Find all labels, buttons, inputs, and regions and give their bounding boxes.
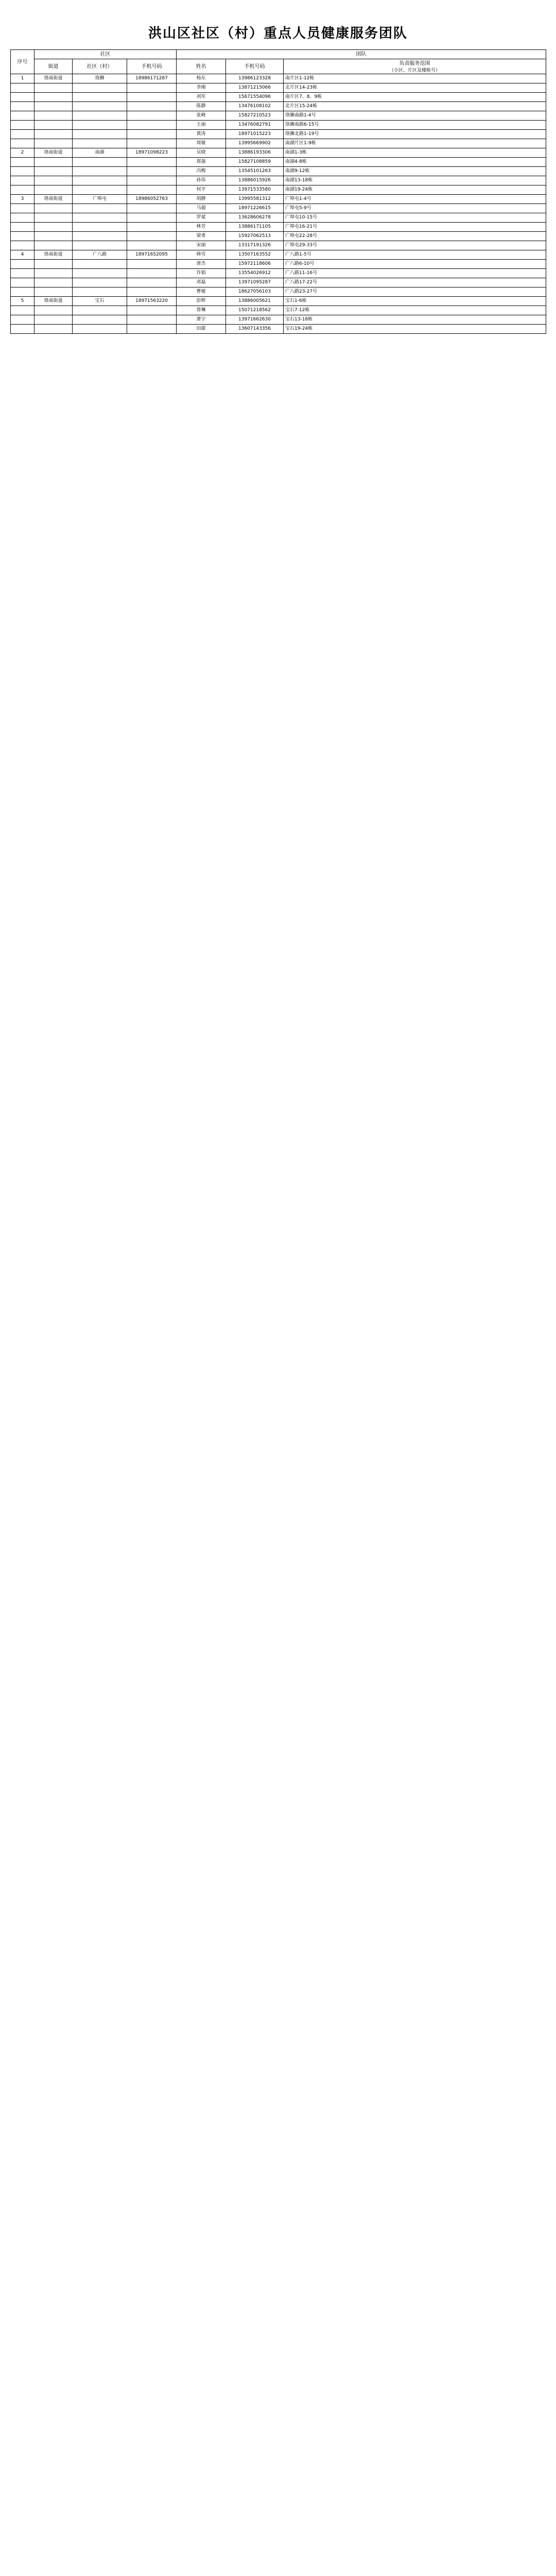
cell-member-phone: 15827210523 [226, 111, 284, 121]
cell-scope: 南湖9-12栋 [284, 167, 546, 176]
cell-community [73, 185, 127, 195]
cell-street [34, 83, 73, 93]
cell-seq [11, 158, 34, 167]
cell-community: 宝石 [73, 297, 127, 306]
cell-seq [11, 111, 34, 121]
table-row [11, 148, 546, 158]
cell-street [34, 185, 73, 195]
cell-member-phone: 13971533580 [226, 185, 284, 195]
cell-seq [11, 306, 34, 315]
cell-member-phone: 13476108102 [226, 102, 284, 111]
cell-community [73, 167, 127, 176]
cell-member-phone: 13507163552 [226, 250, 284, 260]
cell-community [73, 111, 127, 121]
table-row [11, 158, 546, 167]
table-row [11, 130, 546, 139]
header-team-group: 团队 [177, 50, 546, 59]
cell-seq: 4 [11, 250, 34, 260]
cell-street [34, 287, 73, 297]
cell-scope: 广八路1-5号 [284, 250, 546, 260]
cell-scope: 宝石7-12栋 [284, 306, 546, 315]
cell-phone [127, 213, 177, 223]
cell-scope: 广埠屯22-28号 [284, 232, 546, 241]
cell-member-phone: 15671554096 [226, 93, 284, 102]
cell-seq [11, 287, 34, 297]
table-row [11, 241, 546, 250]
cell-seq [11, 325, 34, 334]
cell-member-phone: 13871215066 [226, 83, 284, 93]
cell-member: 郑强 [177, 158, 226, 167]
cell-seq: 5 [11, 297, 34, 306]
cell-phone [127, 158, 177, 167]
cell-member-phone: 18627056103 [226, 287, 284, 297]
cell-member: 张峰 [177, 111, 226, 121]
table-row [11, 213, 546, 223]
cell-member-phone: 13886193306 [226, 148, 284, 158]
cell-community [73, 83, 127, 93]
cell-scope: 广八路23-27号 [284, 287, 546, 297]
cell-seq [11, 102, 34, 111]
cell-street [34, 139, 73, 148]
cell-member-phone: 13628606278 [226, 213, 284, 223]
table-row [11, 232, 546, 241]
cell-community: 广八路 [73, 250, 127, 260]
cell-member: 黄涛 [177, 130, 226, 139]
cell-member: 胡静 [177, 195, 226, 204]
cell-scope: 南湖19-24栋 [284, 185, 546, 195]
cell-community [73, 121, 127, 130]
cell-scope: 南湖13-18栋 [284, 176, 546, 185]
cell-community [73, 176, 127, 185]
cell-community [73, 269, 127, 278]
table-row [11, 167, 546, 176]
cell-phone [127, 185, 177, 195]
cell-community: 珞狮 [73, 74, 127, 83]
cell-member: 田甜 [177, 325, 226, 334]
cell-member: 马超 [177, 204, 226, 213]
cell-phone [127, 83, 177, 93]
cell-member: 陈静 [177, 102, 226, 111]
cell-community: 南湖 [73, 148, 127, 158]
cell-phone [127, 269, 177, 278]
cell-phone [127, 223, 177, 232]
cell-member: 孙伟 [177, 176, 226, 185]
cell-scope: 南片区1-12栋 [284, 74, 546, 83]
cell-scope: 宝石1-6栋 [284, 297, 546, 306]
cell-member-phone: 18971226615 [226, 204, 284, 213]
cell-member-phone: 13545101263 [226, 167, 284, 176]
cell-community [73, 241, 127, 250]
cell-member: 周敏 [177, 139, 226, 148]
cell-street [34, 102, 73, 111]
cell-community [73, 139, 127, 148]
cell-street [34, 306, 73, 315]
header-phone: 手机号码 [127, 59, 177, 74]
cell-community [73, 232, 127, 241]
cell-scope: 珞狮北路1-19号 [284, 130, 546, 139]
document-title: 洪山区社区（村）重点人员健康服务团队 [148, 26, 408, 41]
cell-street [34, 111, 73, 121]
cell-member-phone: 13607143356 [226, 325, 284, 334]
cell-scope: 珞狮南路1-4号 [284, 111, 546, 121]
cell-community [73, 315, 127, 325]
table-row [11, 195, 546, 204]
cell-member-phone: 13995581312 [226, 195, 284, 204]
cell-street: 珞南街道 [34, 74, 73, 83]
cell-member: 林芳 [177, 223, 226, 232]
cell-seq: 1 [11, 74, 34, 83]
cell-street [34, 232, 73, 241]
table-row [11, 325, 546, 334]
table-row [11, 204, 546, 213]
cell-phone [127, 325, 177, 334]
cell-street [34, 130, 73, 139]
cell-scope: 广埠屯16-21号 [284, 223, 546, 232]
cell-seq: 3 [11, 195, 34, 204]
header-scope-title: 负责服务范围 [399, 61, 430, 66]
cell-phone [127, 130, 177, 139]
cell-street [34, 93, 73, 102]
table-row [11, 102, 546, 111]
cell-scope: 广埠屯29-33号 [284, 241, 546, 250]
cell-seq [11, 315, 34, 325]
cell-member: 宋丽 [177, 241, 226, 250]
cell-scope: 广八路11-16号 [284, 269, 546, 278]
cell-scope: 南湖1-3栋 [284, 148, 546, 158]
table-row [11, 121, 546, 130]
cell-member: 何平 [177, 185, 226, 195]
cell-seq [11, 121, 34, 130]
cell-community [73, 325, 127, 334]
table-row [11, 139, 546, 148]
cell-community [73, 213, 127, 223]
header-member-phone: 手机号码 [226, 59, 284, 74]
cell-member-phone: 15827108859 [226, 158, 284, 167]
cell-scope: 北片区14-23栋 [284, 83, 546, 93]
table-row [11, 260, 546, 269]
cell-community [73, 306, 127, 315]
cell-scope: 南湖4-8栋 [284, 158, 546, 167]
cell-seq: 2 [11, 148, 34, 158]
cell-member-phone: 15972118606 [226, 260, 284, 269]
cell-phone [127, 204, 177, 213]
cell-street [34, 213, 73, 223]
table-row [11, 269, 546, 278]
table-row [11, 297, 546, 306]
cell-phone [127, 306, 177, 315]
header-seq: 序号 [11, 50, 34, 74]
cell-member-phone: 13995669902 [226, 139, 284, 148]
cell-member: 唐杰 [177, 260, 226, 269]
roster-table-wrap [10, 49, 546, 334]
cell-member: 曾琳 [177, 306, 226, 315]
cell-seq [11, 93, 34, 102]
cell-scope: 广埠屯10-15号 [284, 213, 546, 223]
cell-street [34, 269, 73, 278]
cell-street: 珞南街道 [34, 297, 73, 306]
cell-street [34, 325, 73, 334]
cell-phone [127, 167, 177, 176]
cell-member-phone: 13476082791 [226, 121, 284, 130]
cell-phone [127, 232, 177, 241]
header-row-2 [11, 59, 546, 74]
cell-phone [127, 139, 177, 148]
cell-scope: 宝石13-18栋 [284, 315, 546, 325]
cell-member: 罗斌 [177, 213, 226, 223]
cell-phone [127, 102, 177, 111]
cell-phone: 18971563220 [127, 297, 177, 306]
cell-member-phone: 15071218562 [226, 306, 284, 315]
cell-seq [11, 223, 34, 232]
cell-member-phone: 18971015223 [226, 130, 284, 139]
header-street: 街道 [34, 59, 73, 74]
table-row [11, 111, 546, 121]
cell-member-phone: 15927062513 [226, 232, 284, 241]
cell-community [73, 102, 127, 111]
cell-community [73, 287, 127, 297]
cell-phone [127, 93, 177, 102]
cell-scope: 南片区7、8、9栋 [284, 93, 546, 102]
cell-seq [11, 241, 34, 250]
cell-community [73, 260, 127, 269]
cell-scope: 广埠屯5-9号 [284, 204, 546, 213]
header-row-1 [11, 50, 546, 59]
cell-phone [127, 287, 177, 297]
cell-member-phone: 13971662630 [226, 315, 284, 325]
cell-member: 杨东 [177, 74, 226, 83]
cell-street [34, 260, 73, 269]
table-row [11, 185, 546, 195]
cell-scope: 宝石19-24栋 [284, 325, 546, 334]
cell-seq [11, 167, 34, 176]
cell-street [34, 167, 73, 176]
cell-member: 曹敏 [177, 287, 226, 297]
header-scope-subtitle: （小区、片区及楼栋号） [389, 68, 440, 73]
cell-member-phone: 13886015926 [226, 176, 284, 185]
cell-seq [11, 213, 34, 223]
cell-seq [11, 232, 34, 241]
cell-scope: 北片区15-24栋 [284, 102, 546, 111]
table-row [11, 278, 546, 287]
cell-member-phone: 13554026912 [226, 269, 284, 278]
cell-street: 珞南街道 [34, 250, 73, 260]
cell-member: 冯梅 [177, 167, 226, 176]
cell-member-phone: 13317191326 [226, 241, 284, 250]
cell-phone: 18986052763 [127, 195, 177, 204]
cell-seq [11, 139, 34, 148]
cell-member: 王丽 [177, 121, 226, 130]
cell-community [73, 278, 127, 287]
header-community-group: 社区 [34, 50, 177, 59]
cell-member-phone: 13986123328 [226, 74, 284, 83]
table-row [11, 306, 546, 315]
cell-street [34, 121, 73, 130]
cell-phone: 18971098223 [127, 148, 177, 158]
cell-scope: 广埠屯1-4号 [284, 195, 546, 204]
cell-member: 彭辉 [177, 297, 226, 306]
cell-phone: 18986171287 [127, 74, 177, 83]
cell-member: 梁勇 [177, 232, 226, 241]
cell-scope: 南湖片区1-9栋 [284, 139, 546, 148]
cell-community [73, 93, 127, 102]
cell-community [73, 223, 127, 232]
cell-phone [127, 260, 177, 269]
cell-scope: 珞狮南路6-15号 [284, 121, 546, 130]
cell-phone [127, 121, 177, 130]
header-community: 社区（村） [73, 59, 127, 74]
header-member: 姓名 [177, 59, 226, 74]
cell-seq [11, 278, 34, 287]
cell-community [73, 158, 127, 167]
cell-phone [127, 241, 177, 250]
cell-community: 广埠屯 [73, 195, 127, 204]
cell-member: 李刚 [177, 83, 226, 93]
cell-seq [11, 130, 34, 139]
cell-member: 邓磊 [177, 278, 226, 287]
cell-street [34, 241, 73, 250]
cell-member-phone: 13886171105 [226, 223, 284, 232]
cell-phone [127, 315, 177, 325]
cell-scope: 广八路6-10号 [284, 260, 546, 269]
table-row [11, 287, 546, 297]
cell-seq [11, 176, 34, 185]
cell-member: 吴晓 [177, 148, 226, 158]
cell-phone [127, 278, 177, 287]
cell-community [73, 204, 127, 213]
table-row [11, 93, 546, 102]
cell-street [34, 278, 73, 287]
cell-street [34, 158, 73, 167]
cell-phone [127, 176, 177, 185]
cell-phone: 18971652095 [127, 250, 177, 260]
table-row [11, 250, 546, 260]
cell-member-phone: 13971095287 [226, 278, 284, 287]
cell-street [34, 176, 73, 185]
cell-member: 萧宇 [177, 315, 226, 325]
cell-phone [127, 111, 177, 121]
roster-table [10, 49, 546, 334]
header-scope [284, 59, 546, 74]
cell-street [34, 204, 73, 213]
cell-member: 韩雪 [177, 250, 226, 260]
cell-seq [11, 185, 34, 195]
cell-seq [11, 83, 34, 93]
cell-community [73, 130, 127, 139]
cell-street [34, 315, 73, 325]
cell-street [34, 223, 73, 232]
table-row [11, 74, 546, 83]
table-row [11, 83, 546, 93]
table-row [11, 223, 546, 232]
cell-member-phone: 13886005621 [226, 297, 284, 306]
cell-street: 珞南街道 [34, 148, 73, 158]
cell-seq [11, 269, 34, 278]
cell-street: 珞南街道 [34, 195, 73, 204]
cell-seq [11, 260, 34, 269]
roster-body [11, 74, 546, 334]
table-row [11, 176, 546, 185]
cell-member: 许娟 [177, 269, 226, 278]
cell-member: 刘军 [177, 93, 226, 102]
cell-scope: 广八路17-22号 [284, 278, 546, 287]
table-row [11, 315, 546, 325]
cell-seq [11, 204, 34, 213]
